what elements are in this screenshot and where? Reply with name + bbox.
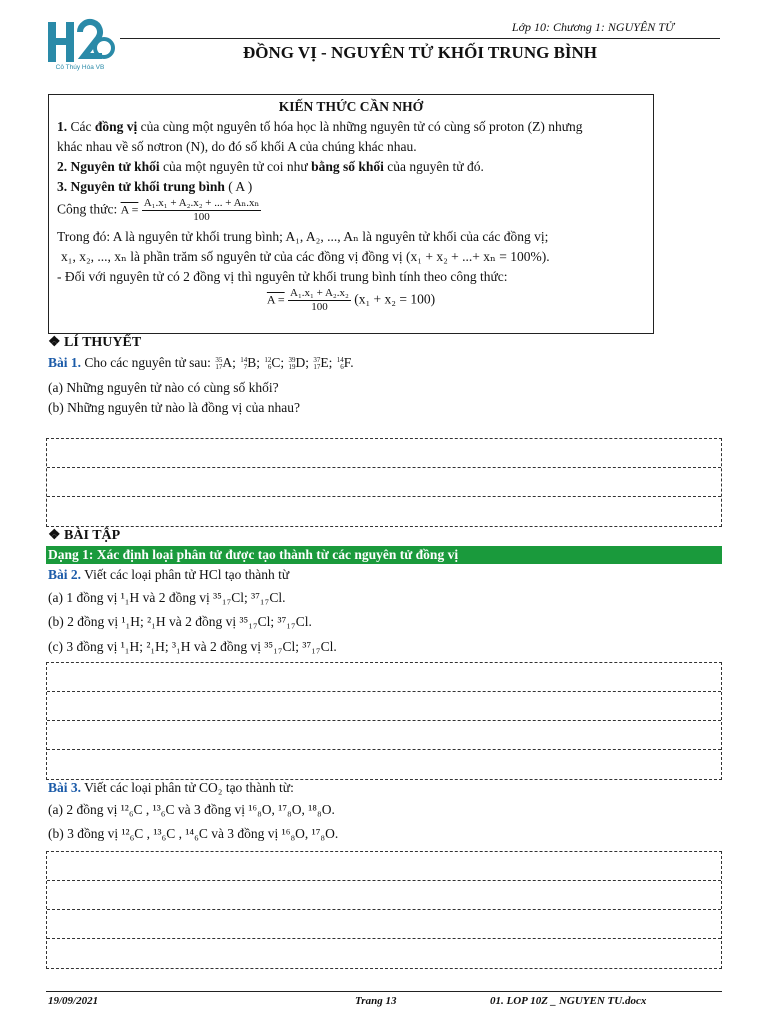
answer-line[interactable] (47, 910, 721, 939)
chapter-label: Lớp 10: Chương 1: NGUYÊN TỬ (511, 20, 674, 34)
answer-line[interactable] (47, 663, 721, 692)
theory-heading: ❖ LÍ THUYẾT (48, 335, 142, 350)
header-divider (120, 38, 720, 39)
bai-2: Bài 2. Viết các loại phân tử HCl tạo thành từ (48, 567, 290, 582)
page-title: ĐỒNG VỊ - NGUYÊN TỬ KHỐI TRUNG BÌNH (242, 43, 598, 62)
exercise-heading: ❖ BÀI TẬP (48, 528, 121, 543)
bai-2-c: (c) 3 đồng vị ¹₁H; ²₁H; ³₁H và 2 đồng vị ³⁵₁₇Cl; ³⁷₁₇Cl. (48, 639, 337, 654)
formula-two-isotopes: A = $\frac{\text{A₁.x₁ + A₂.x₂}}{100}$ (x₁ + x₂ = 100) (266, 287, 436, 313)
answer-line[interactable] (47, 692, 721, 721)
footer-file: 01. LOP 10Z _ NGUYEN TU.docx (490, 995, 647, 1007)
formula-where-3: - Đối với nguyên tử có 2 đồng vị thì nguyên tử khối trung bình tính theo công thức: (57, 269, 508, 284)
answer-area-3[interactable] (46, 851, 722, 969)
formula-general: Công thức: A = $\frac{\text{A₁.x₁ + A₂.x₂ + ... + Aₙ.xₙ}}{100}$ (57, 197, 260, 223)
atom-symbol: 35 17 A (215, 355, 233, 371)
bai-2-b: (b) 2 đồng vị ¹₁H; ²₁H và 2 đồng vị ³⁵₁₇Cl; ³⁷₁₇Cl. (48, 614, 312, 629)
knowledge-point-2: 2. Nguyên tử khối của một nguyên tử coi như bằng số khối của nguyên tử đó. (57, 159, 484, 174)
knowledge-heading: KIẾN THỨC CẦN NHỚ (278, 99, 424, 114)
atom-symbol: 14 6 F (336, 355, 351, 371)
answer-line[interactable] (47, 439, 721, 468)
answer-line[interactable] (47, 497, 721, 526)
answer-line[interactable] (47, 750, 721, 779)
atom-list: 35 17 A; 14 7 B; 12 6 C; 39 19 D; 37 17 E; 14 6 F. (215, 355, 354, 371)
dang-1-banner: Dạng 1: Xác định loại phân tử được tạo thành từ các nguyên tử đồng vị (46, 546, 722, 564)
footer-date: 19/09/2021 (48, 995, 99, 1007)
answer-line[interactable] (47, 939, 721, 968)
answer-line[interactable] (47, 721, 721, 750)
formula-where-2: x₁, x₂, ..., xₙ là phần trăm số nguyên tử của các đồng vị đồng vị (x₁ + x₂ + ...+ xₙ = 100%). (61, 249, 550, 264)
atom-symbol: 39 19 D (288, 355, 306, 371)
answer-line[interactable] (47, 852, 721, 881)
answer-line[interactable] (47, 881, 721, 910)
bai-1: Bài 1. Cho các nguyên tử sau: 35 17 A; 14 7 B; 12 6 C; 39 19 D; 37 17 E; 14 6 F. (48, 355, 354, 371)
knowledge-point-3: 3. Nguyên tử khối trung bình ( A ) (57, 179, 253, 194)
answer-area-2[interactable] (46, 662, 722, 780)
answer-area-1[interactable] (46, 438, 722, 527)
atom-symbol: 12 6 C (264, 355, 281, 371)
bai-3: Bài 3. Viết các loại phân tử CO₂ tạo thành từ: (48, 780, 294, 795)
bai-2-a: (a) 1 đồng vị ¹₁H và 2 đồng vị ³⁵₁₇Cl; ³⁷₁₇Cl. (48, 590, 286, 605)
bai-3-a: (a) 2 đồng vị ¹²₆C , ¹³₆C và 3 đồng vị ¹⁶₈O, ¹⁷₈O, ¹⁸₈O. (48, 802, 335, 817)
formula-fraction: $\frac{\text{A₁.x₁ + A₂.x₂ + ... + Aₙ.xₙ}}{100}$ (143, 197, 260, 223)
footer-page: Trang 13 (355, 995, 397, 1007)
footer-divider (46, 991, 722, 992)
knowledge-point-1: 1. Các đồng vị của cùng một nguyên tố hóa học là những nguyên tử có cùng số proton (Z) nhưng (57, 119, 583, 134)
bai-1-question-b: (b) Những nguyên tử nào là đồng vị của nhau? (48, 400, 300, 415)
h2o-logo-icon (44, 18, 116, 66)
knowledge-point-1-cont: khác nhau về số nơtron (N), do đó số khối A của chúng khác nhau. (57, 139, 417, 154)
atom-symbol: 14 7 B (240, 355, 257, 371)
logo-caption: Cô Thúy Hóa VB (55, 64, 105, 71)
atom-symbol: 37 17 E (313, 355, 329, 371)
knowledge-box (48, 94, 654, 334)
bai-3-b: (b) 3 đồng vị ¹²₆C , ¹³₆C , ¹⁴₆C và 3 đồng vị ¹⁶₈O, ¹⁷₈O. (48, 826, 339, 841)
bai-1-question-a: (a) Những nguyên tử nào có cùng số khối? (48, 380, 279, 395)
formula-where-1: Trong đó: A là nguyên tử khối trung bình; A₁, A₂, ..., Aₙ là nguyên tử khối của các đồng vị; (57, 229, 549, 244)
answer-line[interactable] (47, 468, 721, 497)
